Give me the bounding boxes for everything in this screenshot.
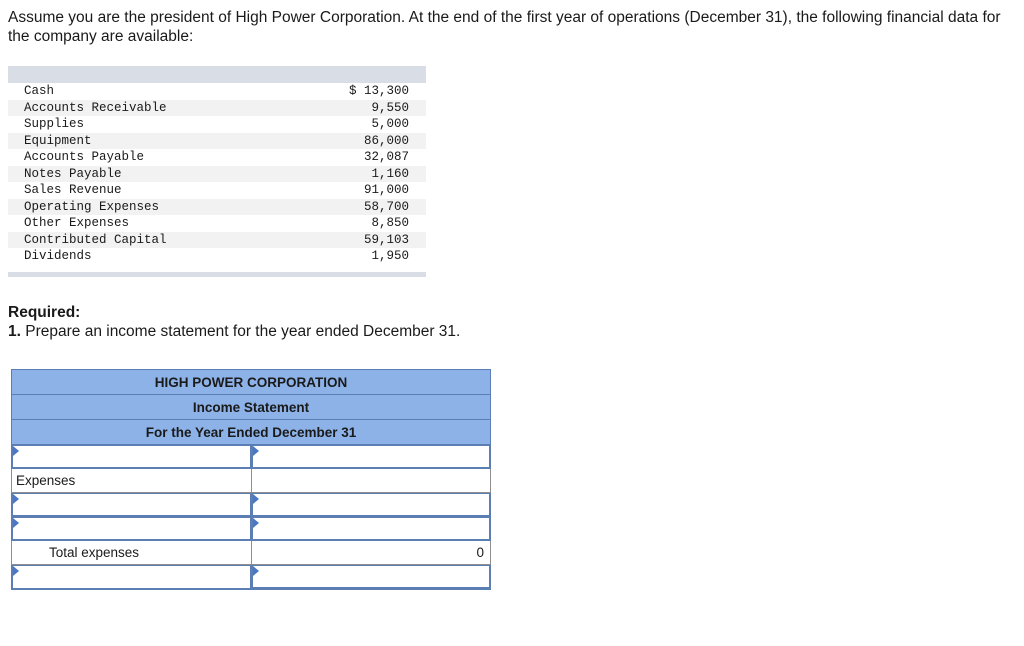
data-row-supplies	[8, 116, 426, 133]
data-value: $ 13,300	[348, 84, 409, 99]
statement-row-expenses	[12, 469, 491, 493]
data-label: Cash	[24, 84, 55, 99]
statement-title: Income Statement	[12, 395, 491, 420]
dropdown-flag-icon	[13, 494, 19, 504]
expense-amount-input[interactable]	[251, 517, 491, 541]
required-item-1	[8, 323, 460, 341]
data-value: 91,000	[363, 183, 409, 198]
dropdown-flag-icon	[253, 446, 259, 456]
total-expenses-label-cell	[12, 541, 252, 565]
problem-intro: Assume you are the president of High Power Corporation. At the end of the first year of operations (December 31), the following financial data for the company are available:	[8, 9, 1001, 45]
data-label: Operating Expenses	[24, 199, 160, 214]
data-label: Equipment	[24, 133, 92, 148]
final-amount-input[interactable]	[251, 565, 491, 590]
dropdown-flag-icon	[13, 566, 19, 576]
data-label: Supplies	[24, 117, 85, 132]
data-value: 86,000	[363, 133, 409, 148]
dropdown-flag-icon	[253, 566, 259, 576]
total-expenses-label: Total expenses	[49, 545, 140, 560]
data-value: 9,550	[371, 100, 409, 115]
statement-row-final	[12, 565, 491, 590]
expenses-amount-cell	[251, 469, 491, 493]
data-value: 5,000	[371, 117, 409, 132]
data-row-notes-payable	[8, 166, 426, 183]
data-row-equipment	[8, 133, 426, 150]
statement-row	[12, 445, 491, 469]
dropdown-flag-icon	[253, 518, 259, 528]
data-value: 32,087	[363, 150, 409, 165]
data-label: Accounts Payable	[24, 150, 145, 165]
required-item-text: Prepare an income statement for the year ended December 31.	[25, 323, 461, 340]
required-heading: Required:	[8, 304, 81, 321]
data-label: Sales Revenue	[24, 183, 122, 198]
dropdown-flag-icon	[253, 494, 259, 504]
data-row-dividends	[8, 248, 426, 265]
statement-period: For the Year Ended December 31	[12, 420, 491, 445]
income-statement-table	[11, 369, 491, 590]
expenses-label-cell	[12, 469, 252, 493]
data-label: Accounts Receivable	[24, 100, 167, 115]
account-dropdown[interactable]	[12, 445, 252, 469]
amount-input[interactable]	[251, 445, 491, 469]
data-value: 1,950	[371, 249, 409, 264]
required-item-number: 1.	[8, 323, 21, 340]
data-row-contributed-capital	[8, 232, 426, 249]
statement-row-total-expenses	[12, 541, 491, 565]
data-row-cash	[8, 83, 426, 100]
data-row-operating-expenses	[8, 199, 426, 216]
data-value: 58,700	[363, 199, 409, 214]
expense-account-dropdown[interactable]	[12, 517, 252, 541]
data-label: Contributed Capital	[24, 232, 167, 247]
statement-company: HIGH POWER CORPORATION	[12, 370, 491, 395]
final-account-dropdown[interactable]	[12, 565, 252, 590]
expenses-label: Expenses	[16, 473, 76, 488]
dropdown-flag-icon	[13, 518, 19, 528]
statement-row-expense-1	[12, 493, 491, 517]
data-row-other-expenses	[8, 215, 426, 232]
financial-data-table	[8, 66, 426, 277]
expense-amount-input[interactable]	[251, 493, 491, 517]
dropdown-flag-icon	[13, 446, 19, 456]
data-value: 59,103	[363, 232, 409, 247]
data-row-accounts-payable	[8, 149, 426, 166]
expense-account-dropdown[interactable]	[12, 493, 252, 517]
data-value: 1,160	[371, 166, 409, 181]
data-row-accounts-receivable	[8, 100, 426, 117]
statement-row-expense-2	[12, 517, 491, 541]
data-value: 8,850	[371, 216, 409, 231]
data-label: Other Expenses	[24, 216, 130, 231]
data-row-sales-revenue	[8, 182, 426, 199]
total-expenses-value: 0	[251, 541, 491, 565]
data-label: Dividends	[24, 249, 92, 264]
data-label: Notes Payable	[24, 166, 122, 181]
